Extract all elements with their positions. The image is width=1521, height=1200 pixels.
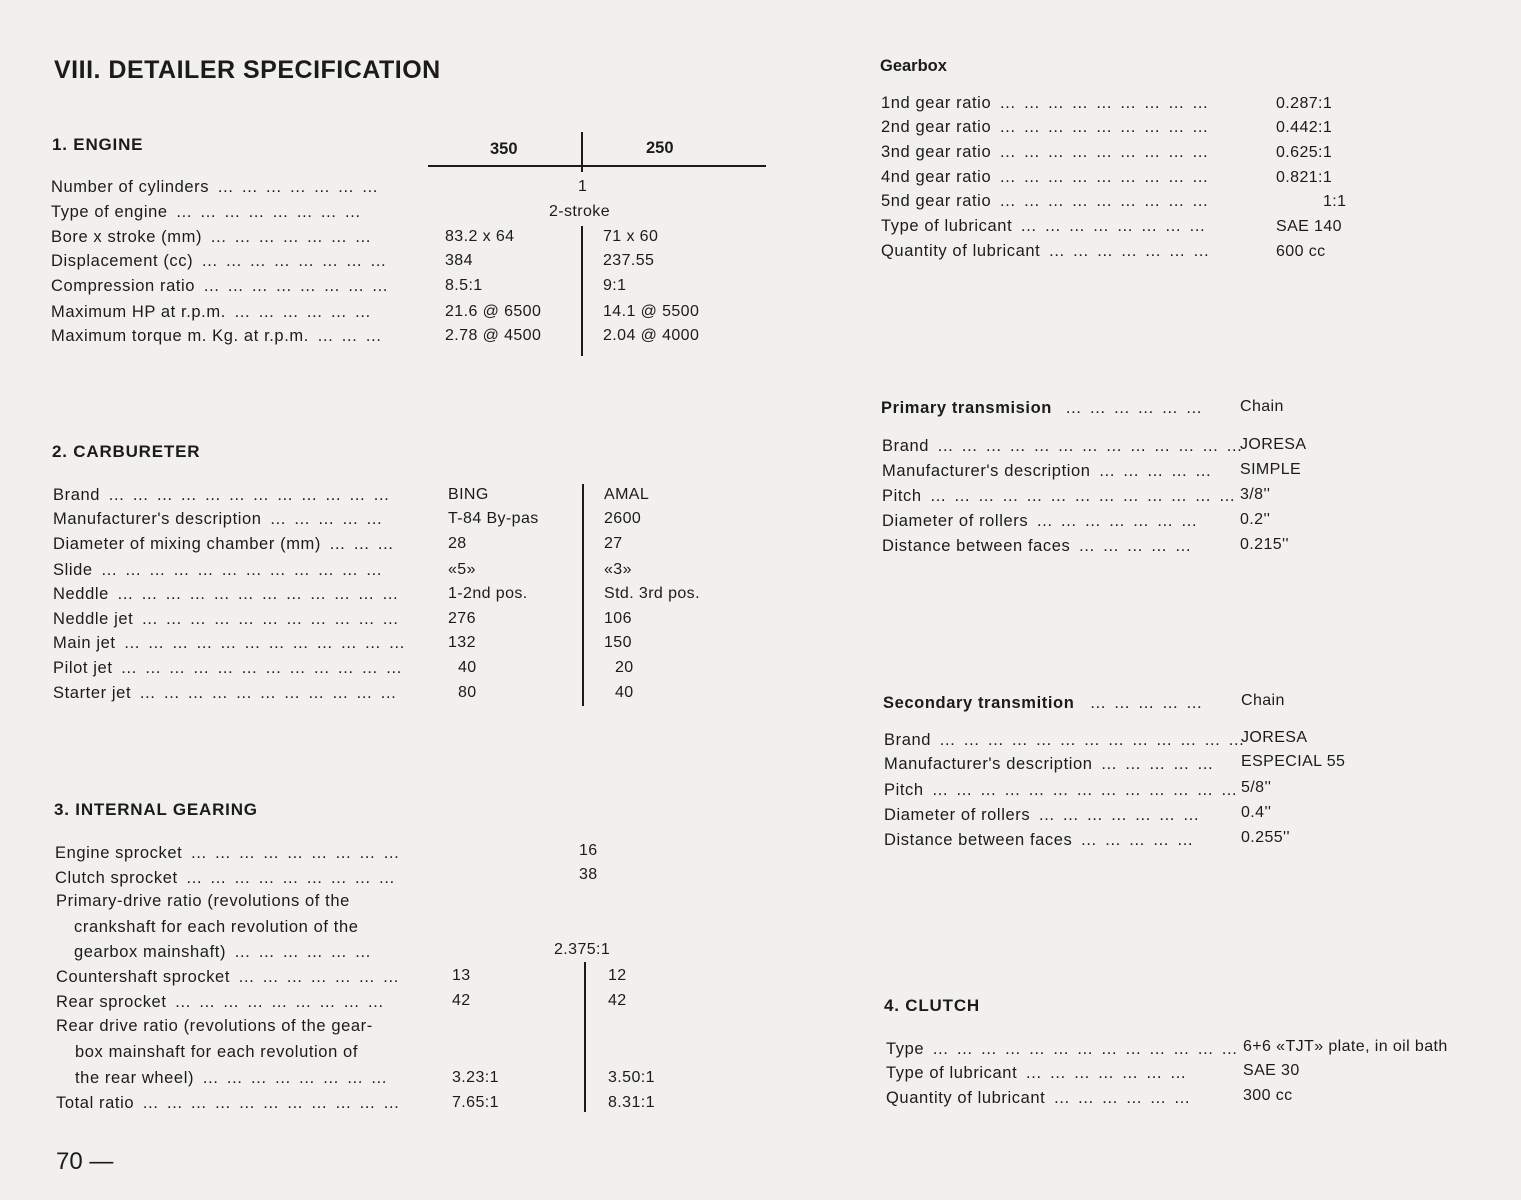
column-350-header: 350 <box>490 140 518 158</box>
gearbox-row-3-label: 4nd gear ratio <box>881 168 992 186</box>
engine-column-divider <box>581 226 583 356</box>
rear-sprocket-label: Rear sprocket <box>56 993 167 1011</box>
countershaft-value-250: 12 <box>608 967 627 984</box>
primary-row-1-label: Manufacturer's description <box>882 462 1091 480</box>
page-title: VIII. DETAILER SPECIFICATION <box>54 56 441 84</box>
total-ratio-value-350: 7.65:1 <box>452 1094 499 1111</box>
engine-row-4-value-350: 8.5:1 <box>445 277 483 294</box>
carb-row-5-label: Neddle jet <box>53 610 134 628</box>
engine-row-0-label: Number of cylinders <box>51 178 210 196</box>
primary-drive-line3: gearbox mainshaft) <box>74 943 227 961</box>
gearbox-row-4-label-row <box>881 192 1210 211</box>
carb-heading: 2. CARBURETER <box>52 442 201 461</box>
secondary-heading-value: Chain <box>1241 692 1285 709</box>
primary-row-2-label: Pitch <box>882 487 922 505</box>
secondary-heading-dots: … … … … … <box>1089 694 1204 712</box>
clutch-row-2-label: Quantity of lubricant <box>886 1089 1046 1107</box>
engine-row-4-label-row <box>51 277 390 296</box>
engine-row-3-value-250: 237.55 <box>603 252 655 269</box>
carb-row-1-value-250: 2600 <box>604 510 642 527</box>
engine-row-6-value-350: 2.78 @ 4500 <box>445 327 542 344</box>
carb-column-divider <box>582 484 584 706</box>
gearbox-row-3-dots: … … … … … … … … … <box>999 168 1210 186</box>
carb-row-3-label: Slide <box>53 561 93 579</box>
carb-row-1-dots: … … … … … <box>269 510 384 528</box>
rear-drive-line2: box mainshaft for each revolution of <box>75 1043 358 1061</box>
carb-row-4-value-350: 1-2nd pos. <box>448 585 528 602</box>
clutch-row-2-dots: … … … … … … <box>1053 1089 1192 1107</box>
clutch-row-0-value: 6+6 «TJT» plate, in oil bath <box>1243 1038 1448 1055</box>
secondary-row-3-label-row <box>884 806 1201 825</box>
secondary-row-4-label: Distance between faces <box>884 831 1073 849</box>
total-ratio-label: Total ratio <box>56 1094 135 1112</box>
carb-row-4-dots: … … … … … … … … … … … … <box>116 585 400 603</box>
primary-heading-value: Chain <box>1240 398 1284 415</box>
gearbox-row-3-value: 0.821:1 <box>1276 169 1333 186</box>
gearbox-row-6-label: Quantity of lubricant <box>881 242 1041 260</box>
primary-drive-line2: crankshaft for each revolution of the <box>74 918 359 936</box>
rear-drive-line3: the rear wheel) <box>75 1069 195 1087</box>
clutch-row-2-label-row <box>886 1089 1192 1108</box>
primary-row-1-dots: … … … … … <box>1098 462 1213 480</box>
engine-sprocket-value: 16 <box>579 842 598 859</box>
engine-row-4-dots: … … … … … … … … <box>203 277 390 295</box>
gearbox-row-1-label: 2nd gear ratio <box>881 118 992 136</box>
clutch-sprocket-dots: … … … … … … … … … <box>185 869 397 887</box>
primary-row-1-label-row <box>882 462 1213 481</box>
gearing-column-divider <box>584 962 586 1112</box>
clutch-row-1-label-row <box>886 1064 1188 1083</box>
carb-row-2-value-350: 28 <box>448 535 467 552</box>
clutch-row-0-dots: … … … … … … … … … … … … … <box>932 1040 1240 1058</box>
primary-row-1-value: SIMPLE <box>1240 461 1302 478</box>
gearbox-row-5-label-row <box>881 217 1207 236</box>
carb-row-0-value-350: BING <box>448 486 489 503</box>
rear-sprocket-value-350: 42 <box>452 992 471 1009</box>
gearbox-row-2-dots: … … … … … … … … … <box>999 143 1210 161</box>
carb-row-8-value-250: 40 <box>615 684 634 701</box>
column-250-header: 250 <box>646 139 674 157</box>
gearbox-row-1-value: 0.442:1 <box>1276 119 1333 136</box>
gearbox-row-2-label: 3nd gear ratio <box>881 143 992 161</box>
secondary-row-1-label-row <box>884 755 1215 774</box>
secondary-heading-row <box>883 694 1204 713</box>
secondary-row-4-value: 0.255'' <box>1241 829 1290 846</box>
carb-row-5-value-350: 276 <box>448 610 476 627</box>
engine-row-6-value-250: 2.04 @ 4000 <box>603 327 700 344</box>
rear-drive-value-250: 3.50:1 <box>608 1069 655 1086</box>
secondary-row-2-dots: … … … … … … … … … … … … … <box>931 781 1239 799</box>
secondary-row-0-label-row <box>884 731 1246 750</box>
engine-row-4-value-250: 9:1 <box>603 277 627 294</box>
carb-row-3-value-350: «5» <box>448 561 476 578</box>
gearbox-row-5-label: Type of lubricant <box>881 217 1013 235</box>
gearbox-heading: Gearbox <box>880 57 947 75</box>
engine-row-2-dots: … … … … … … … <box>210 228 373 246</box>
carb-row-7-value-250: 20 <box>615 659 634 676</box>
secondary-row-0-label: Brand <box>884 731 932 749</box>
secondary-row-0-value: JORESA <box>1241 729 1308 746</box>
clutch-row-1-dots: … … … … … … … <box>1025 1064 1188 1082</box>
secondary-row-1-dots: … … … … … <box>1100 755 1215 773</box>
secondary-row-3-value: 0.4'' <box>1241 804 1272 821</box>
secondary-row-3-dots: … … … … … … … <box>1038 806 1201 824</box>
carb-row-0-dots: … … … … … … … … … … … … <box>108 486 391 504</box>
primary-row-4-label: Distance between faces <box>882 537 1071 555</box>
rear-drive-value-350: 3.23:1 <box>452 1069 499 1086</box>
secondary-row-3-label: Diameter of rollers <box>884 806 1031 824</box>
carb-row-2-value-250: 27 <box>604 535 623 552</box>
primary-row-3-dots: … … … … … … … <box>1036 512 1199 530</box>
total-ratio-dots: … … … … … … … … … … … <box>142 1094 401 1112</box>
secondary-row-1-label: Manufacturer's description <box>884 755 1093 773</box>
carb-row-0-value-250: AMAL <box>604 486 650 503</box>
engine-sprocket-label-row <box>55 844 401 863</box>
carb-row-0-label-row <box>53 486 391 505</box>
carb-row-3-dots: … … … … … … … … … … … … <box>100 561 384 579</box>
carb-row-5-value-250: 106 <box>604 610 632 627</box>
secondary-row-2-label-row <box>884 781 1239 800</box>
engine-row-6-dots: … … … <box>316 327 384 345</box>
gearbox-row-5-dots: … … … … … … … … <box>1020 217 1207 235</box>
gearing-heading: 3. INTERNAL GEARING <box>54 800 258 819</box>
primary-drive-value: 2.375:1 <box>554 941 611 958</box>
engine-row-1-dots: … … … … … … … … <box>175 203 363 221</box>
clutch-sprocket-value: 38 <box>579 866 598 883</box>
carb-row-2-label-row <box>53 535 395 554</box>
carb-row-7-dots: … … … … … … … … … … … … <box>120 659 404 677</box>
secondary-heading: Secondary transmition <box>883 694 1075 712</box>
engine-row-6-label-row <box>51 327 383 346</box>
carb-row-1-value-350: T-84 By-pas <box>448 510 539 527</box>
engine-row-1-label: Type of engine <box>51 203 168 221</box>
engine-row-5-value-250: 14.1 @ 5500 <box>603 303 700 320</box>
secondary-row-4-dots: … … … … … <box>1080 831 1195 849</box>
countershaft-sprocket-label-row <box>56 968 401 987</box>
rear-drive-line1: Rear drive ratio (revolutions of the gear- <box>56 1017 373 1035</box>
primary-row-2-label-row <box>882 487 1237 506</box>
primary-row-3-value: 0.2'' <box>1240 511 1271 528</box>
gearbox-row-5-value: SAE 140 <box>1276 218 1342 235</box>
engine-row-2-value-250: 71 x 60 <box>603 228 659 245</box>
carb-row-6-dots: … … … … … … … … … … … … <box>123 634 407 652</box>
clutch-sprocket-label-row <box>55 869 396 888</box>
gearbox-row-0-label-row <box>881 94 1210 113</box>
rear-sprocket-dots: … … … … … … … … … <box>174 993 386 1011</box>
clutch-row-2-value: 300 cc <box>1243 1087 1293 1104</box>
countershaft-sprocket-label: Countershaft sprocket <box>56 968 231 986</box>
gearbox-row-0-value: 0.287:1 <box>1276 95 1333 112</box>
column-header-rule <box>428 165 766 167</box>
engine-row-2-value-350: 83.2 x 64 <box>445 228 515 245</box>
carb-row-6-value-250: 150 <box>604 634 632 651</box>
engine-heading: 1. ENGINE <box>52 135 144 154</box>
primary-row-0-dots: … … … … … … … … … … … … … <box>937 437 1245 455</box>
primary-drive-dots: … … … … … … <box>234 943 373 961</box>
engine-row-0-value: 1 <box>578 178 588 195</box>
engine-row-3-value-350: 384 <box>445 252 473 269</box>
gearbox-row-2-label-row <box>881 143 1210 162</box>
secondary-row-2-label: Pitch <box>884 781 924 799</box>
primary-row-2-dots: … … … … … … … … … … … … … <box>929 487 1237 505</box>
gearbox-row-0-label: 1nd gear ratio <box>881 94 992 112</box>
carb-row-8-label-row <box>53 684 398 703</box>
engine-row-6-label: Maximum torque m. Kg. at r.p.m. <box>51 327 309 345</box>
gearbox-row-4-label: 5nd gear ratio <box>881 192 992 210</box>
primary-heading-row <box>881 399 1204 418</box>
primary-drive-line1: Primary-drive ratio (revolutions of the <box>56 892 350 910</box>
engine-sprocket-dots: … … … … … … … … … <box>190 844 402 862</box>
engine-sprocket-label: Engine sprocket <box>55 844 183 862</box>
gearbox-row-6-label-row <box>881 242 1211 261</box>
gearbox-row-1-dots: … … … … … … … … … <box>999 118 1210 136</box>
secondary-row-1-value: ESPECIAL 55 <box>1241 753 1346 770</box>
gearbox-row-6-value: 600 cc <box>1276 243 1326 260</box>
rear-drive-line3-row <box>75 1069 389 1088</box>
carb-row-2-dots: … … … <box>329 535 396 553</box>
page-number: 70 — <box>56 1148 114 1175</box>
countershaft-value-350: 13 <box>452 967 471 984</box>
primary-row-0-value: JORESA <box>1240 436 1307 453</box>
carb-row-7-value-350: 40 <box>458 659 477 676</box>
engine-row-5-value-350: 21.6 @ 6500 <box>445 303 542 320</box>
primary-row-3-label: Diameter of rollers <box>882 512 1029 530</box>
engine-row-3-label-row <box>51 252 388 271</box>
engine-row-5-label: Maximum HP at r.p.m. <box>51 303 226 321</box>
clutch-heading: 4. CLUTCH <box>884 996 980 1015</box>
engine-row-0-label-row <box>51 178 380 197</box>
total-ratio-label-row <box>56 1094 401 1113</box>
carb-row-6-label: Main jet <box>53 634 116 652</box>
clutch-row-1-label: Type of lubricant <box>886 1064 1018 1082</box>
carb-row-2-label: Diameter of mixing chamber (mm) <box>53 535 321 553</box>
carb-row-5-dots: … … … … … … … … … … … <box>141 610 401 628</box>
primary-row-4-label-row <box>882 537 1193 556</box>
column-header-divider <box>581 132 583 172</box>
total-ratio-value-250: 8.31:1 <box>608 1094 655 1111</box>
engine-row-1-value: 2-stroke <box>549 203 610 220</box>
carb-row-1-label-row <box>53 510 384 529</box>
carb-row-4-value-250: Std. 3rd pos. <box>604 585 700 602</box>
secondary-row-4-label-row <box>884 831 1195 850</box>
clutch-row-0-label-row <box>886 1040 1239 1059</box>
engine-row-5-dots: … … … … … … <box>233 303 373 321</box>
gearbox-row-4-dots: … … … … … … … … … <box>999 192 1210 210</box>
carb-row-6-value-350: 132 <box>448 634 476 651</box>
engine-row-2-label: Bore x stroke (mm) <box>51 228 203 246</box>
rear-sprocket-label-row <box>56 993 385 1012</box>
carb-row-0-label: Brand <box>53 486 101 504</box>
gearbox-row-2-value: 0.625:1 <box>1276 144 1333 161</box>
primary-heading: Primary transmision <box>881 399 1052 417</box>
carb-row-6-label-row <box>53 634 407 653</box>
gearbox-row-3-label-row <box>881 168 1210 187</box>
carb-row-5-label-row <box>53 610 400 629</box>
primary-row-4-value: 0.215'' <box>1240 536 1289 553</box>
carb-row-3-value-250: «3» <box>604 561 632 578</box>
engine-row-5-label-row <box>51 303 372 322</box>
primary-row-0-label-row <box>882 437 1244 456</box>
rear-sprocket-value-250: 42 <box>608 992 627 1009</box>
carb-row-7-label-row <box>53 659 403 678</box>
countershaft-sprocket-dots: … … … … … … … <box>238 968 401 986</box>
carb-row-8-label: Starter jet <box>53 684 132 702</box>
carb-row-7-label: Pilot jet <box>53 659 113 677</box>
primary-row-4-dots: … … … … … <box>1078 537 1193 555</box>
primary-row-0-label: Brand <box>882 437 930 455</box>
gearbox-row-1-label-row <box>881 118 1210 137</box>
engine-row-4-label: Compression ratio <box>51 277 196 295</box>
clutch-sprocket-label: Clutch sprocket <box>55 869 178 887</box>
engine-row-2-label-row <box>51 228 373 247</box>
carb-row-8-dots: … … … … … … … … … … … <box>139 684 398 702</box>
carb-row-3-label-row <box>53 561 384 580</box>
clutch-row-1-value: SAE 30 <box>1243 1062 1300 1079</box>
rear-drive-dots: … … … … … … … … <box>202 1069 389 1087</box>
engine-row-3-label: Displacement (cc) <box>51 252 194 270</box>
engine-row-0-dots: … … … … … … … <box>217 178 380 196</box>
carb-row-8-value-350: 80 <box>458 684 477 701</box>
primary-row-2-value: 3/8'' <box>1240 486 1271 503</box>
secondary-row-0-dots: … … … … … … … … … … … … … <box>939 731 1247 749</box>
gearbox-row-6-dots: … … … … … … … <box>1048 242 1211 260</box>
primary-row-3-label-row <box>882 512 1199 531</box>
carb-row-1-label: Manufacturer's description <box>53 510 262 528</box>
engine-row-3-dots: … … … … … … … … <box>201 252 388 270</box>
primary-heading-dots: … … … … … … <box>1065 399 1204 417</box>
clutch-row-0-label: Type <box>886 1040 925 1058</box>
gearbox-row-4-value: 1:1 <box>1323 193 1347 210</box>
carb-row-4-label: Neddle <box>53 585 109 603</box>
primary-drive-line3-row <box>74 943 372 962</box>
secondary-row-2-value: 5/8'' <box>1241 779 1272 796</box>
engine-row-1-label-row <box>51 203 362 222</box>
gearbox-row-0-dots: … … … … … … … … … <box>999 94 1210 112</box>
carb-row-4-label-row <box>53 585 400 604</box>
